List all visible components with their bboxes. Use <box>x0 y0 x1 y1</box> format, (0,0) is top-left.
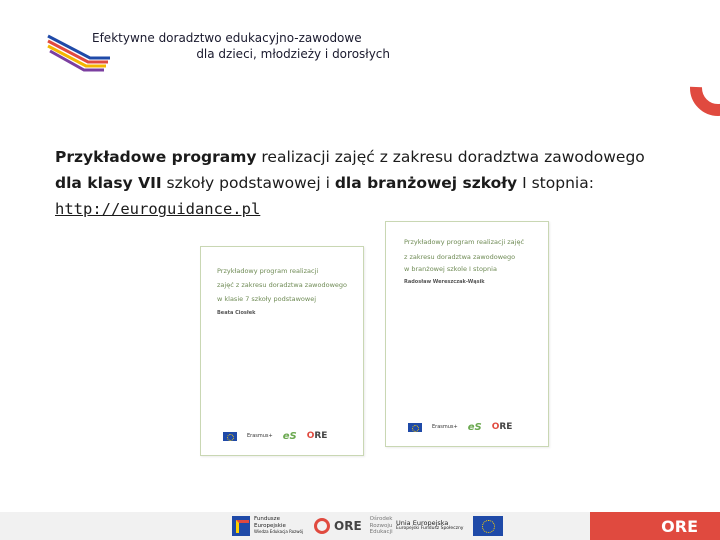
header-title-line1: Efektywne doradztwo edukacyjno-zawodowe <box>92 31 362 45</box>
erasmus-logo-icon: Erasmus+ <box>247 433 273 439</box>
es-logo-icon: eS <box>467 421 482 433</box>
ore-side2: Rozwoju <box>369 522 393 529</box>
ue-footer-logo <box>396 514 503 538</box>
cover-footer-logos <box>408 420 538 434</box>
footer-ore-logo: ORE <box>661 517 698 536</box>
euroguidance-link[interactable]: http://euroguidance.pl <box>55 200 261 218</box>
cover-title-line2: z zakresu doradztwa zawodowego <box>404 253 516 261</box>
class-bold: dla klasy VII <box>55 174 162 192</box>
cover-title-line1: Przykładowy program realizacji zajęć <box>404 238 525 246</box>
text-part: I stopnia: <box>517 174 594 192</box>
header-title <box>70 30 390 62</box>
ore-side3: Edukacji <box>369 529 393 536</box>
ore-logo-icon: ORE <box>306 431 328 441</box>
cover-title-line2: zajęć z zakresu doradztwa zawodowego <box>217 281 347 289</box>
cover-title-line1: Przykładowy program realizacji <box>217 267 319 275</box>
program-cover-right[interactable] <box>385 221 549 447</box>
erasmus-logo-icon: Erasmus+ <box>432 424 458 430</box>
cover-title-line3: w klasie 7 szkoły podstawowej <box>217 295 317 303</box>
cover-author: Beata Ciosłek <box>217 310 256 316</box>
ore-corner-logo-icon <box>668 58 720 118</box>
cover-footer-logos <box>223 429 353 443</box>
fe-line1: Fundusze <box>254 516 280 523</box>
text-part: realizacji zajęć z zakresu doradztwa zawodowego <box>256 148 645 166</box>
ore-side1: Ośrodek <box>369 516 393 523</box>
cover-title-line3: w branżowej szkole I stopnia <box>404 265 497 273</box>
school-bold: dla branżowej szkoły <box>334 174 518 192</box>
footer-red-block <box>590 512 720 540</box>
ore-circle-icon <box>314 518 330 534</box>
eu-flag-icon <box>408 423 422 432</box>
ue-line2: Europejski Fundusz Społeczny <box>396 526 464 531</box>
ore-footer-logo <box>314 514 393 538</box>
fe-logo-icon <box>232 516 250 536</box>
ore-logo-icon: ORE <box>491 422 513 432</box>
es-logo-icon: eS <box>282 430 297 442</box>
program-cover-left[interactable] <box>200 246 364 456</box>
ue-line1: Unia Europejska <box>396 518 449 527</box>
eu-flag-icon <box>473 516 503 536</box>
cover-author: Radosław Wereszczak-Wąsik <box>404 279 485 285</box>
eu-flag-icon <box>223 432 237 441</box>
ore-text: ORE <box>334 519 362 533</box>
text-part: szkoły podstawowej i <box>161 174 335 192</box>
main-paragraph <box>55 144 675 222</box>
fundusze-europejskie-logo <box>232 514 303 538</box>
fe-line3: Wiedza Edukacja Rozwój <box>254 529 304 535</box>
fe-line2: Europejskie <box>254 522 286 529</box>
programs-bold: Przykładowe programy <box>55 148 257 166</box>
header-title-line2: dla dzieci, młodzieży i dorosłych <box>196 47 390 61</box>
